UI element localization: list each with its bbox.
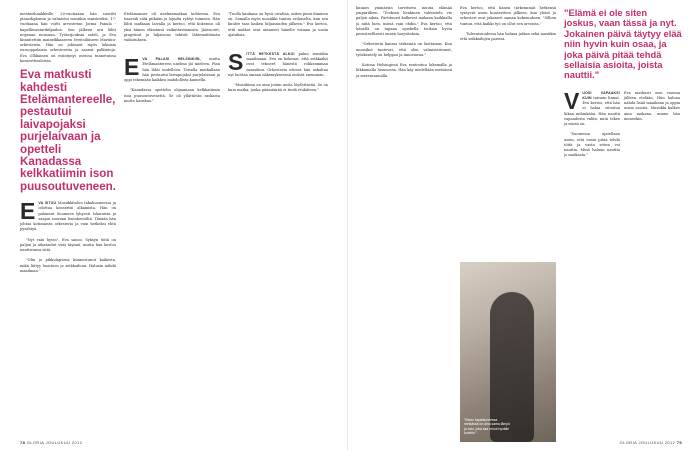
magazine-issue: GLORIA JOULUKUU 2012 [26, 440, 83, 445]
body-text: "Musiikissa on aina jotain uutta löydettävää. Se on kuin matka, jonka päämäärää ei tiedä etukäteen." [228, 83, 328, 93]
headline: Eva matkusti kahdesti Etelämantereelle, pestautui laivapojaksi purjelaivaan ja opetteli Kanadassa kelkkatiimin ison puusoutuveneen. [20, 68, 116, 193]
lead-in: UOSI VAPAAKSI KUIN [582, 90, 620, 101]
page-number: 78 [20, 440, 26, 445]
body-text: "Orkesterin kanssa tärkeintä on luottamus. Kun muusikot tuntevat, että olen valmistautunut, työskentely on helppoa ja innostavaa." [356, 42, 452, 57]
magazine-issue: GLORIA JOULUKUU 2012 [619, 440, 676, 445]
col1-top-text: mentarihankkeille, 20-vuotiaana hän suoritti pianodiplomin ja valmistui musiikin maisteriksi. 17-vuotiaana hän voitti arvostetun Jorma Panula -kapellimestarikilpailun. Sen jälkeen ura lähti nopeaan nousuun. Työtarjouksia sateli, ja Eva kiinnitettiin maineikkaaseen Sveitsiläiseen Martinu-orkesteriin. Hän on johtanut myös lukuisia eurooppalaisia orkestereita ja saanut palkintoja. Eva Ollikainen on esiintynyt useissa tunnetuissa konserttisaleissa. [20, 12, 116, 63]
page-footer [20, 440, 82, 445]
right-col-2 [460, 6, 556, 256]
right-col-1 [356, 6, 452, 442]
right-page [348, 0, 696, 450]
body-text: Eva matkusti ensi vuonna jälleen etelään. Hän haluaa nähdä lisää maailmaa ja oppia uusia asioita. Musiikki kulkee aina mukana, minne hän meneekin. [624, 90, 680, 121]
body-text: mutta Etelämantereen unelma jäi mieleen. Pian hän lähti uudelleen. Toisella matkallaan hän pestautui laivapojaksi purjelaivaan ja oppi tekemään kaikkea mahdollista kannella. [124, 57, 220, 83]
left-col-2 [124, 12, 220, 442]
body-text: "Nyt vain hyvin", Eva sanoo. Syksyn töitä on paljon ja aikataulut ovat täynnä, mutta hän kertoo nauttivansa siitä. [20, 237, 116, 253]
body-text: "Kanadassa opettelin ohjaamaan kelkkatiimin isoa puusoutuvenettä. Se oli yllättävän raskasta mutta hauskaa." [124, 88, 220, 103]
left-col-1 [20, 12, 116, 442]
drop-cap: V [564, 87, 580, 114]
body-text: paluu musiikin maailmaan. Eva on kokenut, että seikkailut ovat tehneet hänestä rohkeamman muusikon. Orkesterin edessä hän uskaltaa nyt luottaa omaan näkemykseensä entistä enemmän. [228, 52, 328, 77]
drop-cap: E [20, 198, 36, 225]
pull-quote: "Elämä ei ole siten joskus, vaan tässä ja nyt. Jokainen päivä täytyy elää niin hyvin kuin osaa, ja joka päivä pitää tehdä sellaisia asioita, joista nauttii." [564, 7, 682, 81]
body-text: "Olin jo pikkulapsena kiinnostunut kaikesta, mikä liittyy luontoon ja seikkailuun. Halusin nähdä maailman." [20, 258, 116, 273]
lead-in: VA ISTUU [38, 201, 57, 206]
lead-in: ITTÄ HETKESTÄ ALKOI [246, 52, 295, 57]
page-number: 79 [676, 440, 682, 445]
body-text: Etelämanner oli unelmamatkan kohteena. Eva haaveili siitä pitkään ja lopulta ryhtyi toimeen. Hän lähti matkaan laivalla ja kertoo, että kokemus oli yksi hänen elämänsä vaikuttavimmista. Jäävuoret, pingviinit ja hiljaisuus tekivät lähtemättömän vaikutuksen. [124, 12, 220, 43]
page-footer [620, 440, 682, 445]
drop-cap: S [228, 49, 244, 76]
body-text: Musiikkitalon takahuoneessa ja odottaa konsertin alkamista. Hän on palannut Suomeen lyhyesti Islannista ja saapui suoraan lentokentältä. Tänään hän johtaa kotimaista orkesteria ja vain hetkeksi ehtii pysähtyä. [20, 201, 116, 232]
body-text: Eva kertoo, että hänen tärkeimmät hetkensä syntyvät usein konserttien jälkeen, kun yleisö ja orkesteri ovat jakaneet saman kokemuksen. "Silloin tuntuu, että kaikki työ on ollut sen arvoista." [460, 6, 556, 26]
body-text: kunnes ymmärsin tarvitseva muuta elämää ympärilleen. "Teoksen henkinen valmistelu vie paljon aikaa. Partituurit kulkevat mukana kaikkialla ja niitä luen, missä vain ehdin." Eva kertoo, että hänellä on tapana opiskella teoksia hyvin perusteellisesti ennen harjoituksia. [356, 6, 452, 37]
body-text: taivaan linnut. Eva kertoo, että hän ei halua sitoutua liikaa mihinkään. Hän nauttii vapaudesta valita, mitä tekee ja missä on. [564, 96, 620, 127]
body-text: "Tuolla kaukana on hyvä oivaltaa, miten pieni ihminen on. Samalla myös musiikki tuntuu erilaiselta, kun sen kuulee taas kaiken hiljaisuuden jälkeen." Eva kertoo, että matkat ovat antaneet hänelle voimaa ja uusia ajatuksia. [228, 12, 328, 37]
body-text: Tulevaisuudessa hän haluaa jatkaa sekä musiikin että seikkailujen parissa. [460, 32, 556, 42]
photo-caption: "Eteen tapahtuneessa metsässä on aina sama lämpö ja valo, joka saa minut hyvälle tuulelle." [464, 417, 510, 436]
drop-cap: E [124, 54, 140, 81]
left-col-3 [228, 12, 328, 442]
photo [460, 262, 556, 442]
body-text: "Suomessa ajatellaan usein, että ensin pitää tehdä töitä ja vasta sitten voi nauttia. Minä haluan nauttia jo matkasta." [564, 132, 620, 158]
lead-in: VA PALASI HELSINKIIN, [142, 57, 201, 62]
right-col-3 [564, 6, 682, 442]
body-text: Kotona Helsingissä Eva rentoutuu lukemalla ja liikkumalla luonnossa. Hän käy mielellään metsässä ja merenrannalla. [356, 63, 452, 78]
